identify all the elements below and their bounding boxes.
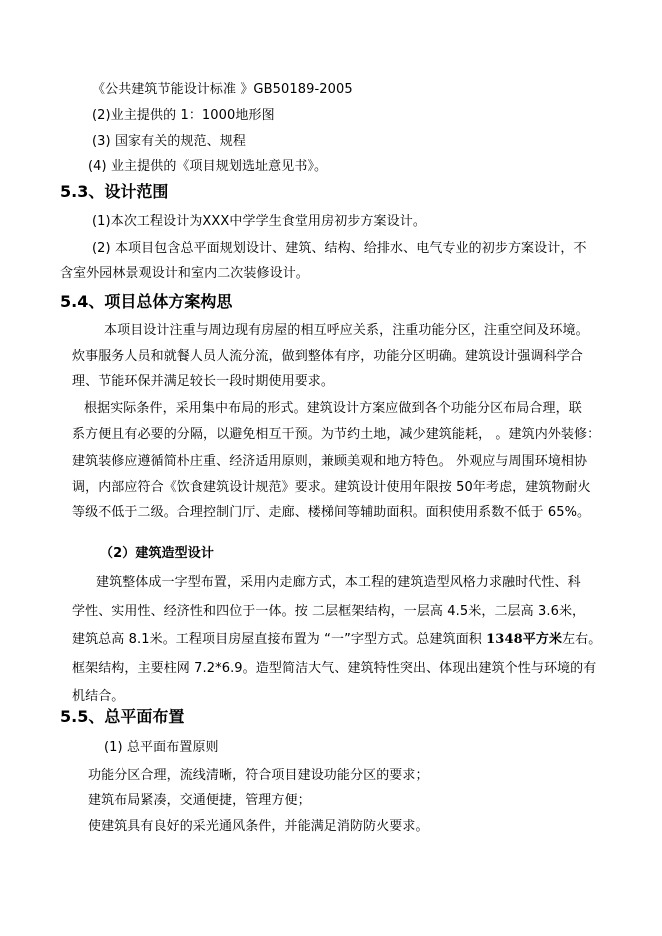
paragraph-5-4-p2-line-3: 建筑装修应遵循简朴庄重、经济适用原则，兼顾美观和地方特色。 外观应与周围环境相协	[72, 454, 588, 469]
paragraph-5-4-p2-line-2: 系方便且有必要的分隔，以避免相互干预。为节约土地，减少建筑能耗， 。建筑内外装修：	[72, 427, 601, 442]
paragraph-5-3-item-1: (1)本次工程设计为XXX中学学生食堂用房初步方案设计。	[92, 214, 426, 229]
subheading-building-form-design: （2）建筑造型设计	[100, 546, 214, 561]
paragraph-5-4-p2-line-1: 根据实际条件，采用集中布局的形式。建筑设计方案应做到各个功能分区布局合理，联	[84, 401, 582, 416]
reference-topographic-map: (2)业主提供的 1：1000地形图	[92, 108, 275, 123]
paragraph-5-4-p3-line-1: 建筑整体成一字型布置，采用内走廊方式，本工程的建筑造型风格力求融时代性、科	[96, 575, 581, 590]
approximately-text: 左右。	[562, 632, 602, 647]
paragraph-5-4-p1-line-2: 炊事服务人员和就餐人员人流分流，做到整体有序，功能分区明确。建筑设计强调科学合	[72, 349, 583, 364]
reference-national-codes: (3) 国家有关的规范、规程	[92, 134, 246, 149]
section-heading-5-5: 5.5、总平面布置	[60, 707, 185, 726]
paragraph-5-4-p2-line-4: 调，内部应符合《饮食建筑设计规范》要求。建筑设计使用年限按 50年考虑，建筑物耐火	[72, 480, 591, 495]
subheading-site-plan-principles: (1) 总平面布置原则	[104, 740, 219, 755]
paragraph-5-4-p3-line-3	[72, 631, 601, 649]
total-height-text: 建筑总高 8.1米。工程项目房屋直接布置为 “一”字型方式。总建筑面积	[72, 632, 487, 647]
section-heading-5-4: 5.4、项目总体方案构思	[60, 292, 233, 311]
paragraph-5-4-p3-line-2: 学性、实用性、经济性和四位于一体。按 二层框架结构，一层高 4.5米，二层高 3.6米，	[72, 604, 586, 619]
paragraph-5-4-p1-line-3: 理、节能环保并满足较长一段时期使用要求。	[72, 374, 335, 389]
paragraph-5-4-p2-line-5: 等级不低于二级。合理控制门厅、走廊、楼梯间等辅助面积。面积使用系数不低于 65%。	[72, 505, 591, 520]
paragraph-5-4-p3-line-4: 框架结构，主要柱网 7.2*6.9。造型简洁大气、建筑特性突出、体现出建筑个性与环境的有	[72, 661, 597, 676]
principle-item-3: 使建筑具有良好的采光通风条件，并能满足消防防火要求。	[88, 819, 429, 834]
total-floor-area-value: 1348平方米	[486, 632, 563, 647]
reference-site-selection-opinion: (4) 业主提供的《项目规划选址意见书》。	[88, 159, 328, 174]
paragraph-5-4-p1-line-1: 本项目设计注重与周边现有房屋的相互呼应关系，注重功能分区，注重空间及环境。	[104, 323, 589, 338]
reference-public-building-energy-standard: 《公共建筑节能设计标准 》GB50189-2005	[92, 82, 353, 97]
paragraph-5-3-item-2-line-1: (2) 本项目包含总平面规划设计、建筑、结构、给排水、电气专业的初步方案设计，不	[92, 241, 587, 256]
paragraph-5-3-item-2-line-2: 含室外园林景观设计和室内二次装修设计。	[60, 266, 309, 281]
principle-item-2: 建筑布局紧凑，交通便捷，管理方便；	[88, 793, 311, 808]
section-heading-5-3: 5.3、设计范围	[60, 182, 169, 201]
principle-item-1: 功能分区合理，流线清晰，符合项目建设功能分区的要求；	[88, 768, 429, 783]
paragraph-5-4-p3-line-5: 机结合。	[72, 689, 125, 704]
